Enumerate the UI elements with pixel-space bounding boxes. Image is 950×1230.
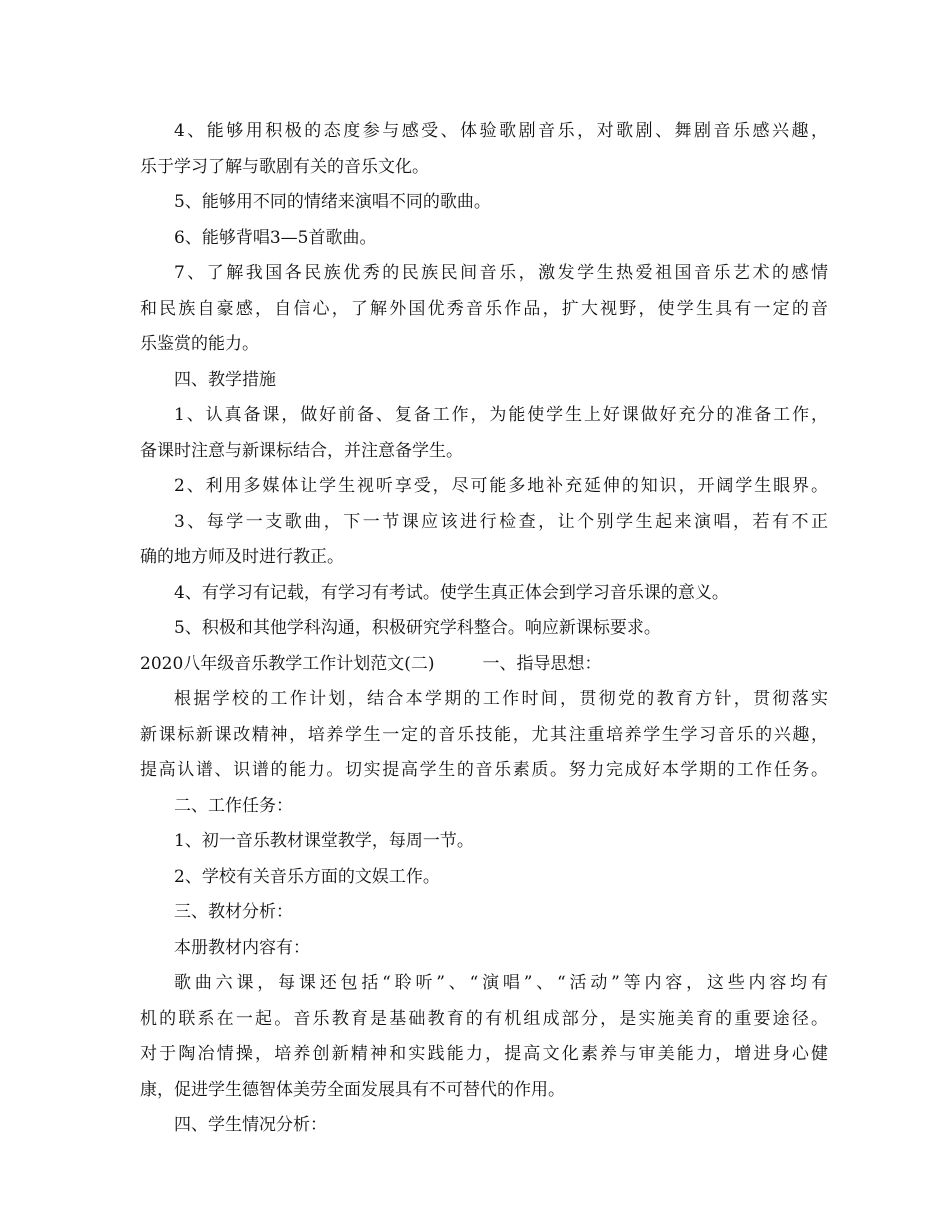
section-heading: 四、教学措施 [174,369,276,390]
paragraph-line: 7、了解我国各民族优秀的民族民间音乐，激发学生热爱祖国音乐艺术的感情 [174,263,828,283]
paragraph-line: 根据学校的工作计划，结合本学期的工作时间，贯彻党的教育方针，贯彻落实 [174,689,828,709]
paragraph-line: 确的地方师及时进行教正。 [140,547,344,567]
paragraph-line: 乐鉴赏的能力。 [140,334,259,354]
paragraph-line: 4、有学习有记载，有学习有考试。使学生真正体会到学习音乐课的意义。 [174,582,729,603]
paragraph-line: 2、利用多媒体让学生视听享受，尽可能多地补充延伸的知识，开阔学生眼界。 [174,476,828,496]
paragraph-line: 新课标新课改精神，培养学生一定的音乐技能，尤其注重培养学生学习音乐的兴趣， [140,724,828,745]
document-body [140,114,828,1144]
document-title-line [140,647,828,683]
paragraph-line: 1、初一音乐教材课堂教学，每周一节。 [174,831,474,851]
section-heading: 一、指导思想： [482,653,602,674]
section-heading: 二、工作任务： [174,795,293,816]
paragraph-line: 备课时注意与新课标结合，并注意备学生。 [140,440,463,461]
paragraph-line: 本册教材内容有： [174,937,310,958]
paragraph-line: 提高认谱、识谱的能力。切实提高学生的音乐素质。努力完成好本学期的工作任务。 [140,760,828,780]
paragraph-line: 歌曲六课，每课还包括“聆听”、“演唱”、“活动”等内容，这些内容均有 [174,973,828,993]
section-heading: 三、教材分析： [174,902,293,922]
paragraph-line: 5、积极和其他学科沟通，积极研究学科整合。响应新课标要求。 [174,618,661,638]
paragraph-line: 1、认真备课，做好前备、复备工作，为能使学生上好课做好充分的准备工作， [174,405,828,425]
paragraph-line: 康，促进学生德智体美劳全面发展具有不可替代的作用。 [140,1079,565,1100]
paragraph-line: 6、能够背唱3—5首歌曲。 [174,227,377,248]
section-heading: 四、学生情况分析： [174,1115,327,1135]
paragraph-line: 4、能够用积极的态度参与感受、体验歌剧音乐，对歌剧、舞剧音乐感兴趣， [174,121,828,141]
paragraph-line: 5、能够用不同的情绪来演唱不同的歌曲。 [174,192,491,212]
document-title: 2020八年级音乐教学工作计划范文(二) [140,653,435,674]
paragraph-line: 机的联系在一起。音乐教育是基础教育的有机组成部分，是实施美育的重要途径。 [140,1008,828,1029]
paragraph-line: 对于陶冶情操，培养创新精神和实践能力，提高文化素养与审美能力，增进身心健 [140,1044,828,1064]
paragraph-line: 3、每学一支歌曲，下一节课应该进行检查，让个别学生起来演唱，若有不正 [174,511,828,532]
paragraph-line: 乐于学习了解与歌剧有关的音乐文化。 [140,156,429,177]
paragraph-line: 和民族自豪感，自信心，了解外国优秀音乐作品，扩大视野，使学生具有一定的音 [140,298,828,319]
paragraph-line: 2、学校有关音乐方面的文娱工作。 [174,866,440,887]
